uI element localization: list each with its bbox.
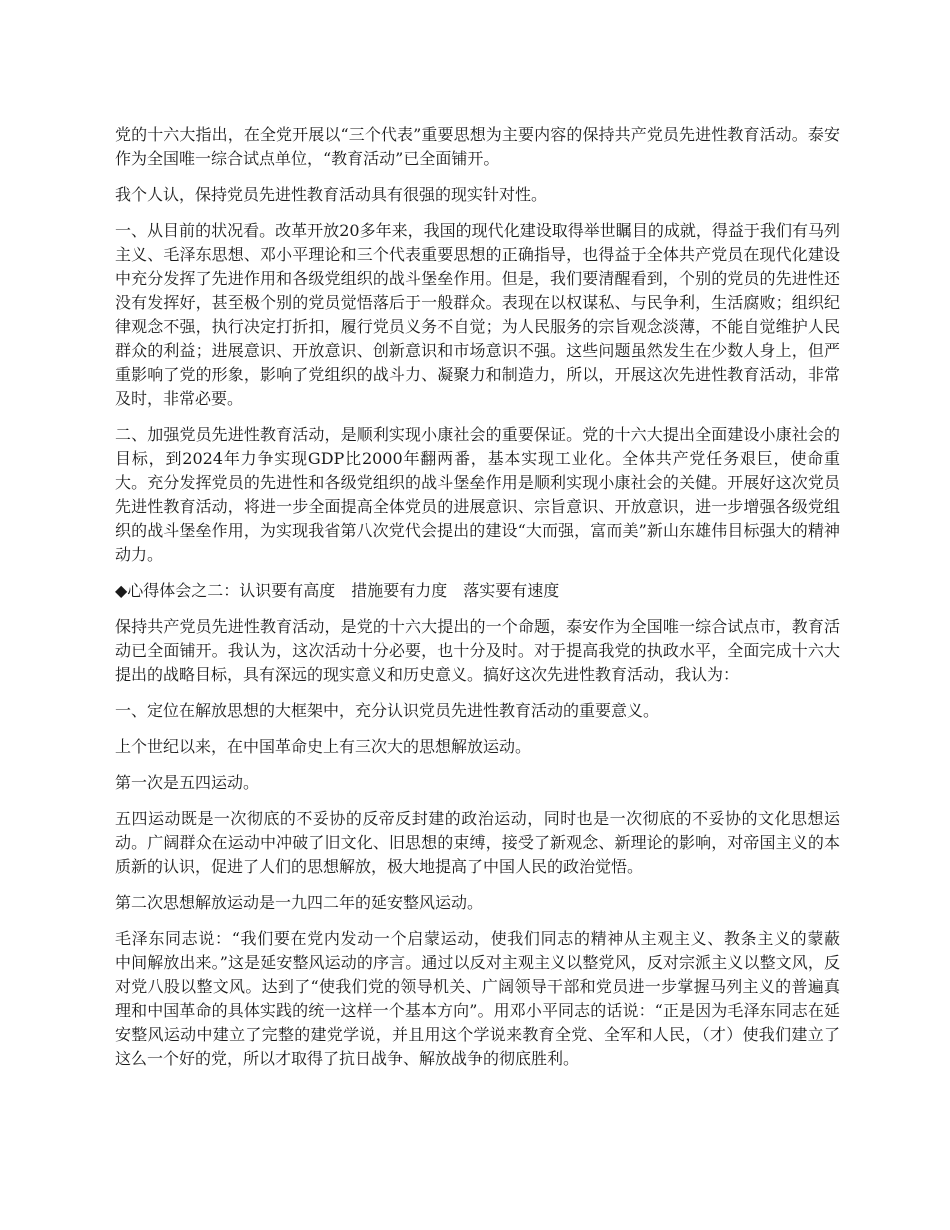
document-body	[115, 123, 857, 1083]
paragraph-point-two-xiaokang: 二、加强党员先进性教育活动，是顺利实现小康社会的重要保证。党的十六大提出全面建设小康社会的目标，到2024年力争实现GDP比2000年翻两番，基本实现工业化。全体共产党任务艰巨，使命重大。充分发挥党员的先进性和各级党组织的战斗堡垒作用是顺利实现小康社会的关健。开展好这次党员先进性教育活动，将进一步全面提高全体党员的进展意识、宗旨意识、开放意识，进一步增强各级党组织的战斗堡垒作用，为实现我省第八次党代会提出的建设“大而强，富而美”新山东雄伟目标强大的精神动力。	[115, 425, 840, 564]
paragraph-mao-quote: 毛泽东同志说：“我们要在党内发动一个启蒙运动，使我们同志的精神从主观主义、教条主义的蒙蔽 中间解放出来。”这是延安整风运动的序言。通过以反对主观主义以整党风，反对宗派主义以整文风，反对党八股以整文风。达到了“使我们党的领导机关、广阔领导干部和党员进一步掌握马列主义的普遍真理和中国革命的具体实践的统一这样一个基本方向”。用邓小平同志的话说：“正是因为毛泽东同志在延安整风运动中建立了完整的建党学说，并且用这个学说来教育全党、全军和人民，（才）使我们建立了这么一个好的党，所以才取得了抗日战争、解放战争的彻底胜利。	[115, 929, 857, 1068]
paragraph-education-activity-intro: 保持共产党员先进性教育活动，是党的十六大提出的一个命题，泰安作为全国唯一综合试点市，教育活动已全面铺开。我认为，这次活动十分必要，也十分及时。对于提高我党的执政水平，全面完成十六大提出的战略目标，具有深远的现实意义和历史意义。搞好这次先进性教育活动，我认为：	[115, 617, 840, 684]
paragraph-opinion: 我个人认，保持党员先进性教育活动具有很强的现实针对性。	[115, 185, 548, 204]
paragraph-point-one-current-situation: 一、从目前的状况看。改革开放20多年来，我国的现代化建设取得举世瞩目的成就，得益于我们有马列主义、毛泽东思想、邓小平理论和三个代表重要思想的正确指导，也得益于全体共产党员在现代化建设中充分发挥了先进作用和各级党组织的战斗堡垒作用。但是，我们要清醒看到，个别的党员的先进性还没有发挥好，甚至极个别的党员觉悟落后于一般群众。表现在以权谋私、与民争利，生活腐败；组织纪律观念不强，执行决定打折扣，履行党员义务不自觉；为人民服务的宗旨观念淡薄，不能自觉维护人民群众的利益；进展意识、开放意识、创新意识和市场意识不强。这些问题虽然发生在少数人身上，但严重影响了党的形象，影响了党组织的战斗力、凝聚力和制造力，所以，开展这次先进性教育活动，非常及时，非常必要。	[115, 221, 840, 408]
paragraph-first-movement: 第一次是五四运动。	[115, 773, 260, 792]
paragraph-second-movement: 第二次思想解放运动是一九四二年的延安整风运动。	[115, 893, 484, 912]
paragraph-three-movements: 上个世纪以来，在中国革命史上有三次大的思想解放运动。	[115, 737, 532, 756]
section-heading-experience-two: ◆心得体会之二：认识要有高度 措施要有力度 落实要有速度	[115, 581, 560, 600]
paragraph-may-fourth: 五四运动既是一次彻底的不妥协的反帝反封建的政治运动，同时也是一次彻底的不妥协的文化思想运动。广阔群众在运动中冲破了旧文化、旧思想的束缚，接受了新观念、新理论的影响，对帝国主义的本质新的认识，促进了人们的思想解放，极大地提高了中国人民的政治觉悟。	[115, 809, 840, 876]
paragraph-intro: 党的十六大指出，在全党开展以“三个代表”重要思想为主要内容的保持共产党员先进性教育活动。泰安作为全国唯一综合试点单位，“教育活动”已全面铺开。	[115, 125, 840, 168]
paragraph-point-one-liberation: 一、定位在解放思想的大框架中，充分认识党员先进性教育活动的重要意义。	[115, 701, 660, 720]
